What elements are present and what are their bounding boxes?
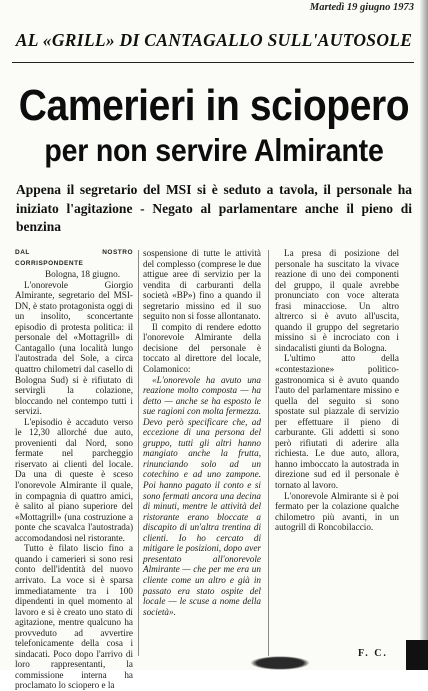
column-divider-2 xyxy=(268,250,269,656)
paragraph: L'ultimo atto della «contestazione» politico-gastronomica si è avuto quando l'auto del parlamentare missino e quella del seguito si sono spostate sul piazzale di servizio per effettuare il pieno di carburante. Gli addetti si sono però rifiutati di aderire alla richiesta. Le due auto, allora, hanno imboccato la autostrada in direzione sud ed il personale è tornato al lavoro. xyxy=(275,353,399,491)
paragraph: Il compito di rendere edotto l'onorevole Almirante della decisione del personale è toccato al direttore del locale, Colamonico: xyxy=(143,321,261,375)
article-column-3 xyxy=(275,248,399,662)
article-column-2 xyxy=(143,248,261,662)
article-column-1 xyxy=(15,248,133,691)
quoted-paragraph: «L'onorevole ha avuto una reazione molto composta — ha detto — anche se ha esposto le sue ragioni con molta fermezza. Devo però specificare che, ad eccezione di una persona del gruppo, tutti gli altri hanno mangiato anche la frutta, rinunciando solo ad un cotechino e ad uno zampone. Poi hanno pagato il conto e si sono fermati ancora una decina di minuti, mentre le attività del ristorante erano bloccate a discapito di un'altra trentina di clienti. Io ho cercato di mitigare le posizioni, dopo aver presentato all'onorevole Almirante — che per me era un cliente come un altro e già in passato era stato ospite del locale — le scuse a nome della società». xyxy=(143,374,261,617)
byline: DAL NOSTRO CORRISPONDENTE xyxy=(15,249,133,267)
header-rule xyxy=(12,62,414,63)
issue-date: Martedì 19 giugno 1973 xyxy=(309,2,414,13)
ink-blot xyxy=(250,656,310,670)
paragraph: La presa di posizione del personale ha suscitato la vivace reazione di uno dei componenti del gruppo, il quale avrebbe pronunciato con voce alterata frasi minacciose. Un altro altrerco si è avuto all'uscita, quando il gruppo del segretario missino si è incrociato con i sindacalisti giunti da Bologna. xyxy=(275,248,399,353)
kicker-headline: AL «GRILL» DI CANTAGALLO SULL'AUTOSOLE xyxy=(15,30,413,50)
author-signature: F. C. xyxy=(358,648,388,659)
paragraph: L'onorevole Almirante si è poi fermato per la colazione qualche chilometro più avanti, in un autogrill di Roncobilaccio. xyxy=(275,490,399,533)
paragraph: sospensione di tutte le attività del complesso (comprese le due attigue aree di servizio per la vendita di carburanti della società «BP») fino a quando il segretario missino ed il suo seguito non si fosse allontanato. xyxy=(143,248,261,322)
paragraph: Tutto è filato liscio fino a quando i camerieri si sono resi conto dell'identità del nuovo arrivato. La voce si è sparsa immediatamente tra i 100 dipendenti in quel momento al lavoro e si è creato uno stato di agitazione, mentre qualcuno ha provveduto ad avvertire telefonicamente della cosa i sindacati. Poco dopo l'arrivo di loro rappresentanti, la commissione interna ha proclamato lo sciopero e la xyxy=(15,543,133,691)
headline-line-1: Camerieri in sciopero xyxy=(18,82,410,131)
page-edge-shadow xyxy=(420,0,428,670)
paragraph: L'onorevole Giorgio Almirante, segretario del MSI-DN, è stato protagonista oggi di un insolito, sconcertante episodio di protesta politica: il personale del «Mottagrill» di Cantagallo (una località lungo l'autostrada del Sole, a circa quattro chilometri dal casello di Bologna Sud) si è rifiutato di servirgli la colazione, bloccando nel contempo tutti i servizi. xyxy=(15,279,133,417)
subheadline-deck: Appena il segretario del MSI si è seduto a tavola, il personale ha iniziato l'agitazione - Negato al parlamentare anche il pieno di benzina xyxy=(16,182,412,234)
paragraph: L'episodio è accaduto verso le 12,30 allorché due auto, provenienti dal Nord, sono fermate nel parcheggio riservato ai clienti del locale. Da una di queste è sceso l'onorevole Almirante il quale, in compagnia di quattro amici, è salito al piano superiore del «Mottagrill» (una costruzione a ponte che scavalca l'autostrada) accomodandosi nel ristorante. xyxy=(15,416,133,543)
city-dateline: Bologna, 18 giugno. xyxy=(45,269,121,280)
column-divider-1 xyxy=(138,250,139,656)
page-corner-shadow xyxy=(406,640,428,670)
headline-line-2: per non servire Almirante xyxy=(44,133,384,169)
